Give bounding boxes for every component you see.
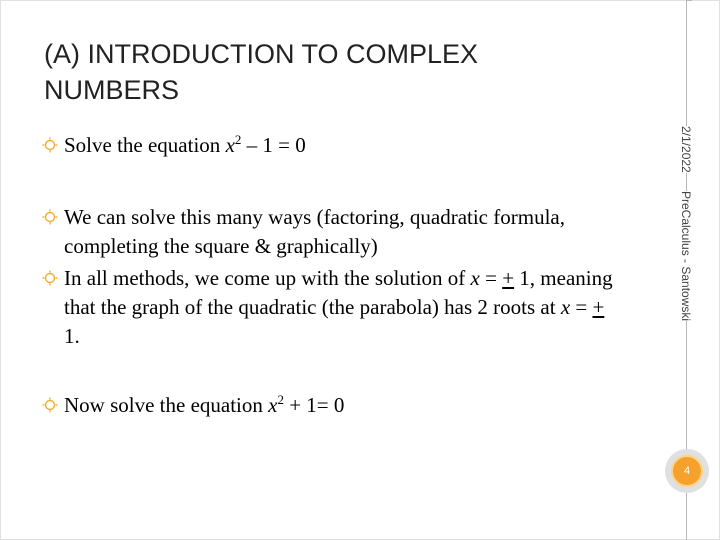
page-number: 4 bbox=[671, 455, 703, 487]
math-plus-minus: + bbox=[502, 266, 515, 290]
title-line-1: (A) INTRODUCTION TO COMPLEX bbox=[44, 39, 479, 69]
bullet-text-post: 1. bbox=[64, 324, 80, 348]
slide-footer-author: PreCalculus - Santowski bbox=[679, 191, 693, 322]
bullet-item-3 bbox=[40, 264, 640, 351]
page-number-badge bbox=[665, 449, 709, 493]
slide-date: 2/1/2022 bbox=[679, 126, 693, 173]
sun-bullet-icon bbox=[42, 209, 58, 225]
math-variable: x bbox=[225, 133, 235, 157]
bullet-text-mid: 1, meaning that the graph of the quadratic (the parabola) has 2 roots at bbox=[64, 266, 613, 319]
sun-bullet-icon bbox=[42, 137, 58, 153]
slide-title bbox=[44, 36, 604, 108]
side-rule-tick bbox=[686, 0, 692, 15]
title-line-2: NUMBERS bbox=[44, 75, 180, 105]
math-equals: = bbox=[479, 266, 503, 290]
bullet-text-pre: Now solve the equation bbox=[64, 393, 269, 417]
bullet-item-4 bbox=[40, 391, 640, 420]
sun-bullet-icon bbox=[42, 397, 58, 413]
math-variable: x bbox=[470, 266, 480, 290]
bullet-text-post: – 1 = 0 bbox=[241, 133, 306, 157]
math-exponent: 2 bbox=[234, 132, 242, 147]
bullet-text-post: + 1= 0 bbox=[283, 393, 345, 417]
bullet-text bbox=[64, 131, 640, 160]
sun-bullet-icon bbox=[42, 270, 58, 286]
bullet-text: We can solve this many ways (factoring, quadratic formula, completing the square & graphically) bbox=[64, 205, 565, 258]
bullet-item-2 bbox=[40, 203, 640, 261]
bullet-text-pre: In all methods, we come up with the solution of bbox=[64, 266, 471, 290]
math-plus-minus: + bbox=[592, 295, 605, 319]
math-variable: x bbox=[560, 295, 571, 319]
bullet-text-pre: Solve the equation bbox=[64, 133, 226, 157]
math-variable: x bbox=[268, 393, 278, 417]
bullet-text bbox=[64, 264, 624, 351]
math-exponent: 2 bbox=[277, 392, 284, 407]
bullet-text bbox=[64, 391, 640, 420]
bullet-item-1 bbox=[40, 131, 640, 160]
math-equals: = bbox=[570, 295, 593, 319]
